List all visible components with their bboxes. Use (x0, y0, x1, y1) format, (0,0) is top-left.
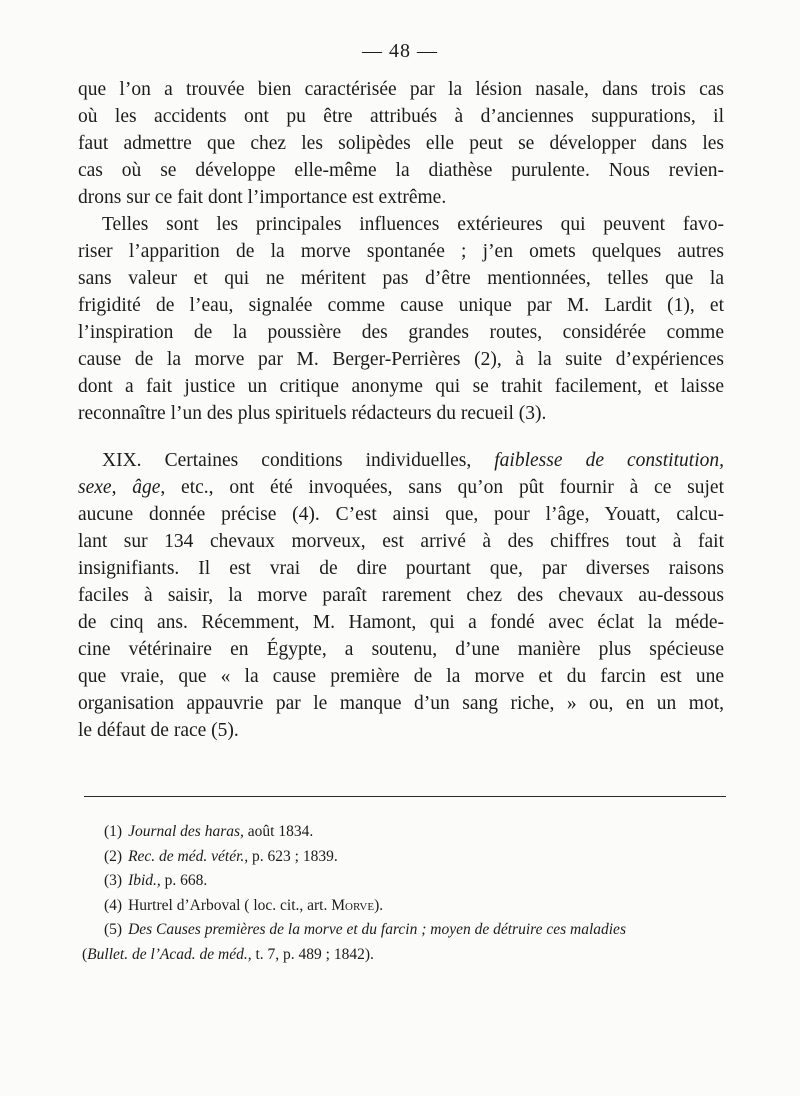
text-run: , (111, 477, 133, 498)
text-line: lant sur 134 chevaux morveux, est arrivé à des chiffres tout à fait (78, 531, 724, 552)
text-line: frigidité de l’eau, signalée comme cause unique par M. Lardit (1), et (78, 295, 724, 316)
footnote-source: Bullet. de l’Acad. de méd., (87, 945, 252, 963)
text-line: insignifiants. Il est vrai de dire pourtant que, par diverses raisons (78, 558, 724, 579)
text-line: reconnaître l’un des plus spirituels rédacteurs du recueil (3). (78, 403, 547, 424)
text-line: cause de la morve par M. Berger-Perrières (2), à la suite d’expériences (78, 349, 724, 370)
footnote-divider (84, 796, 726, 797)
footnote-number: (1) (104, 823, 123, 840)
text-line (78, 447, 724, 474)
footnote-1 (82, 820, 728, 845)
footnote-number: (2) (104, 847, 123, 865)
footnote-5 (82, 918, 728, 943)
text-line: le défaut de race (5). (78, 720, 239, 741)
text-line: cas où se développe elle-même la diathèse purulente. Nous revien- (78, 160, 724, 181)
footnote-open: ( (82, 945, 88, 963)
text-run: , etc., ont été invoquées, sans qu’on pût fournir à ce sujet (160, 477, 724, 498)
footnote-3 (82, 869, 728, 894)
text-line: de cinq ans. Récemment, M. Hamont, qui a fondé avec éclat la méde- (78, 612, 724, 633)
footnote-source: Ibid., (128, 872, 161, 889)
footnote-4 (82, 894, 728, 919)
italic-run: âge (132, 477, 161, 498)
text-line: l’inspiration de la poussière des grandes routes, considérée comme (78, 322, 724, 343)
footnote-detail: p. 623 ; 1839. (248, 847, 338, 865)
text-line: riser l’apparition de la morve spontanée ; j’en omets quelques autres (78, 241, 724, 262)
footnotes (82, 820, 728, 967)
italic-run: faiblesse de constitution, (494, 450, 724, 471)
text-line: aucune donnée précise (4). C’est ainsi que, pour l’âge, Youatt, calcu- (78, 504, 724, 525)
footnote-2 (82, 845, 728, 870)
footnote-smallcaps: Morve (331, 896, 375, 914)
text-line: faut admettre que chez les solipèdes elle peut se développer dans les (78, 133, 724, 154)
footnote-tail: ). (374, 896, 384, 914)
paragraph-1 (78, 76, 724, 211)
footnote-detail: t. 7, p. 489 ; 1842). (251, 945, 374, 963)
paragraph-gap (78, 427, 724, 447)
footnote-number: (3) (104, 872, 123, 889)
footnote-source: Des Causes premières de la morve et du farcin ; moyen de détruire ces maladies (128, 921, 626, 938)
text-line: que vraie, que « la cause première de la morve et du farcin est une (78, 666, 724, 687)
italic-run: sexe (78, 477, 112, 498)
body-text (78, 76, 724, 744)
footnote-number: (4) (104, 896, 123, 914)
text-line: où les accidents ont pu être attribués à d’anciennes suppurations, il (78, 106, 724, 127)
text-line: sans valeur et qui ne méritent pas d’être mentionnées, telles que la (78, 268, 724, 289)
footnote-detail: août 1834. (243, 823, 314, 840)
text-run: XIX. Certaines conditions individuelles, (102, 450, 495, 471)
text-line: que l’on a trouvée bien caractérisée par la lésion nasale, dans trois cas (78, 79, 724, 100)
text-line (78, 474, 724, 501)
paragraph-2 (78, 211, 724, 427)
footnote-number: (5) (104, 921, 123, 938)
footnote-source: Journal des haras, (128, 823, 244, 840)
footnote-detail: p. 668. (160, 872, 208, 889)
page-number: — 48 — (362, 40, 438, 62)
footnote-5-continued (82, 943, 728, 968)
text-line: dont a fait justice un critique anonyme qui se trahit facilement, et laisse (78, 376, 724, 397)
footnote-detail: Hurtrel d’Arboval ( loc. cit., art. (128, 896, 332, 914)
text-line: cine vétérinaire en Égypte, a soutenu, d’une manière plus spécieuse (78, 639, 724, 660)
footnote-source: Rec. de méd. vétér., (128, 847, 249, 865)
text-line: Telles sont les principales influences extérieures qui peuvent favo- (102, 214, 724, 235)
text-line: drons sur ce fait dont l’importance est extrême. (78, 187, 447, 208)
text-line: faciles à saisir, la morve paraît rarement chez des chevaux au-dessous (78, 585, 724, 606)
paragraph-3 (78, 447, 724, 744)
text-line: organisation appauvrie par le manque d’un sang riche, » ou, en un mot, (78, 693, 724, 714)
